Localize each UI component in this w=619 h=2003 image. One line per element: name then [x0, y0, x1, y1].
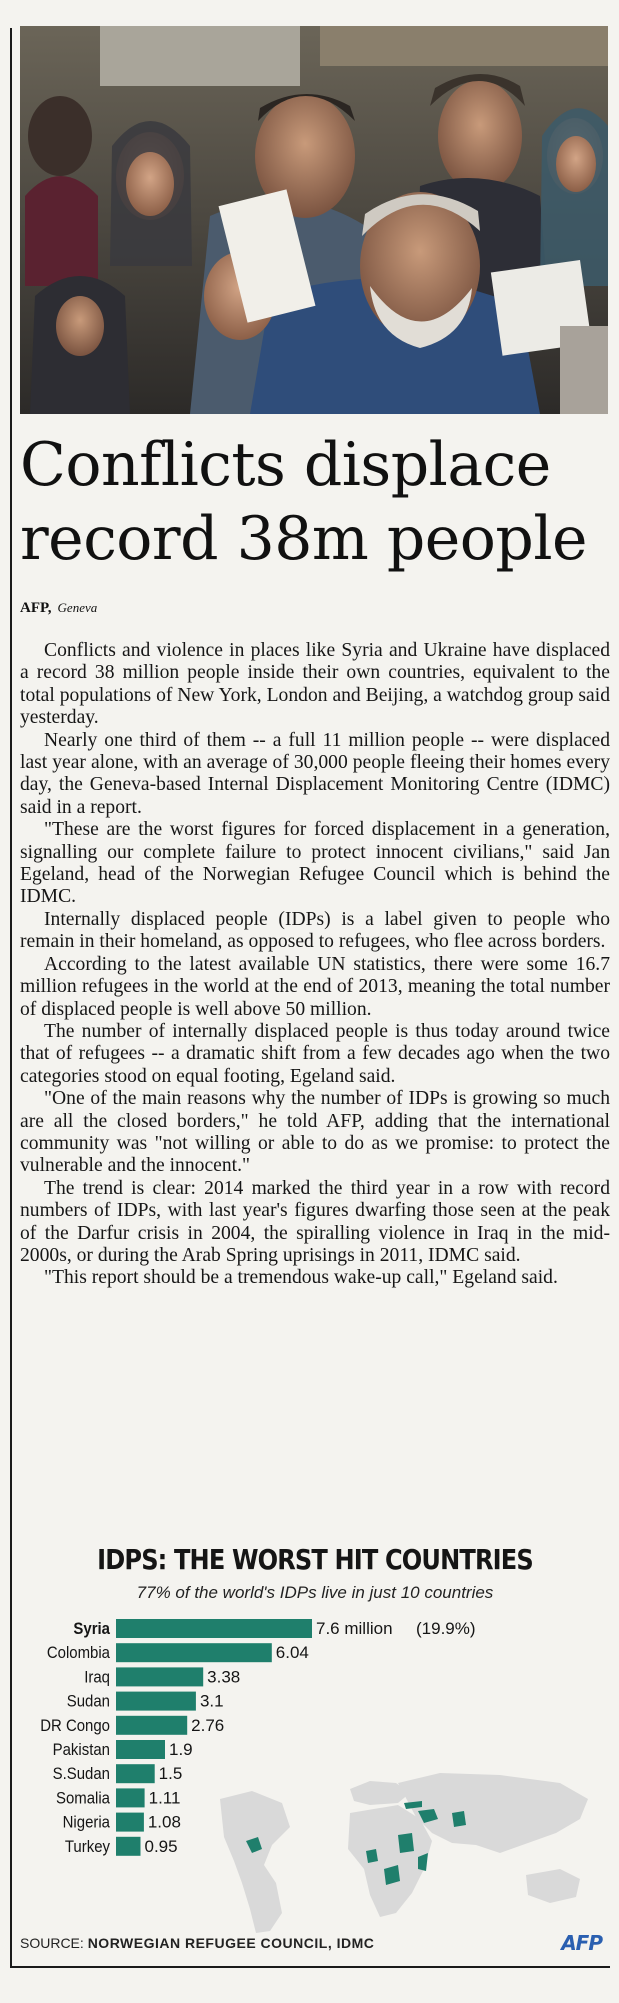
byline-dateline: Geneva	[57, 600, 98, 615]
left-column-rule	[10, 28, 12, 1968]
category-label: Somalia	[55, 1789, 111, 1808]
headline	[20, 428, 610, 576]
bar	[116, 1788, 145, 1807]
infographic-subtitle: 77% of the world's IDPs live in just 10 countries	[136, 1583, 494, 1602]
bar	[116, 1764, 155, 1783]
infographic-title: IDPS: THE WORST HIT COUNTRIES	[97, 1543, 533, 1576]
category-label: S.Sudan	[52, 1765, 111, 1784]
bar	[116, 1716, 187, 1735]
source-label: SOURCE:	[20, 1935, 88, 1951]
category-label: DR Congo	[40, 1716, 111, 1736]
article-paragraph: Conflicts and violence in places like Syria and Ukraine have displaced a record 38 million people inside their own countries, equivalent to the total populations of New York, London and Beijing, a watchdog group said yesterday.	[20, 640, 610, 729]
article-paragraph: "This report should be a tremendous wake-up call," Egeland said.	[44, 1267, 558, 1289]
crowd-photo-illustration	[20, 26, 608, 414]
byline	[20, 600, 97, 617]
category-label: Turkey	[64, 1837, 111, 1857]
bottom-rule	[10, 1966, 610, 1968]
value-label: 1.9	[169, 1740, 193, 1759]
byline-agency: AFP,	[20, 600, 52, 616]
value-label: 2.76	[191, 1715, 225, 1735]
bar	[116, 1740, 165, 1759]
article-paragraph: Nearly one third of them -- a full 11 million people -- were displaced last year alone, with an average of 30,000 people fleeing their homes every day, the Geneva-based Internal Displacement Monitoring Centre (IDMC) said in a report.	[20, 729, 610, 818]
idp-infographic	[20, 1543, 610, 1963]
value-label: 1.08	[147, 1812, 181, 1832]
idp-bar-chart	[20, 1613, 610, 1933]
share-annotation: (19.9%)	[416, 1619, 476, 1638]
article-paragraph: "These are the worst figures for forced displacement in a generation, signalling our complete failure to protect innocent civilians," said Jan Egeland, head of the Norwegian Refugee Council which is behind the IDMC.	[20, 819, 610, 908]
bar	[116, 1813, 144, 1832]
value-label: 3.38	[207, 1667, 241, 1687]
article-paragraph: The number of internally displaced people is thus today around twice that of refugees -- a dramatic shift from a few decades ago when the two categories stood on equal footing, Egeland said.	[20, 1020, 610, 1087]
category-label: Nigeria	[62, 1813, 111, 1832]
afp-logo: AFP	[561, 1931, 602, 1955]
map-americas	[220, 1791, 290, 1933]
value-label: 3.1	[199, 1691, 224, 1711]
value-label: 0.95	[144, 1836, 178, 1856]
article-body	[20, 640, 610, 1290]
category-label: Syria	[73, 1620, 110, 1639]
category-label: Pakistan	[52, 1741, 111, 1760]
news-photo	[20, 26, 608, 414]
category-label: Colombia	[46, 1644, 111, 1663]
headline-line-2: record 38m people	[20, 504, 588, 574]
headline-line-1: Conflicts displace	[20, 430, 551, 500]
map-highlight-nigeria	[366, 1849, 378, 1863]
bar	[116, 1643, 272, 1662]
article-paragraph: Internally displaced people (IDPs) is a label given to people who remain in their homeland, as opposed to refugees, who flee across borders.	[20, 908, 610, 953]
world-map	[220, 1773, 588, 1933]
map-australia	[526, 1869, 580, 1903]
value-label: 7.6 million	[316, 1619, 393, 1638]
bar	[116, 1667, 203, 1686]
bar	[116, 1837, 141, 1856]
source-organization: NORWEGIAN REFUGEE COUNCIL, IDMC	[87, 1935, 375, 1951]
value-label: 1.11	[148, 1788, 181, 1808]
category-label: Sudan	[66, 1692, 111, 1711]
bar	[116, 1619, 312, 1638]
article-paragraph: According to the latest available UN statistics, there were some 16.7 million refugees in the world at the end of 2013, meaning the total number of displaced people is well above 50 million.	[20, 953, 610, 1020]
value-label: 1.5	[158, 1764, 183, 1784]
map-highlight-pakistan	[452, 1811, 466, 1827]
article-paragraph: "One of the main reasons why the number of IDPs is growing so much are all the closed borders," he told AFP, adding that the international community was "not willing or able to do as we promise: to protect the vulnerable and the innocent."	[20, 1088, 610, 1177]
source-credit	[20, 1935, 374, 1951]
category-label: Iraq	[84, 1668, 110, 1687]
map-highlight-sudan	[398, 1833, 414, 1853]
value-label: 6.04	[275, 1643, 309, 1663]
article-paragraph: The trend is clear: 2014 marked the third year in a row with record numbers of IDPs, with last year's figures dwarfing those seen at the peak of the Darfur crisis in 2004, the spiralling violence in Iraq in the mid-2000s, or during the Arab Spring uprisings in 2011, IDMC said.	[20, 1177, 610, 1266]
bar	[116, 1692, 196, 1711]
